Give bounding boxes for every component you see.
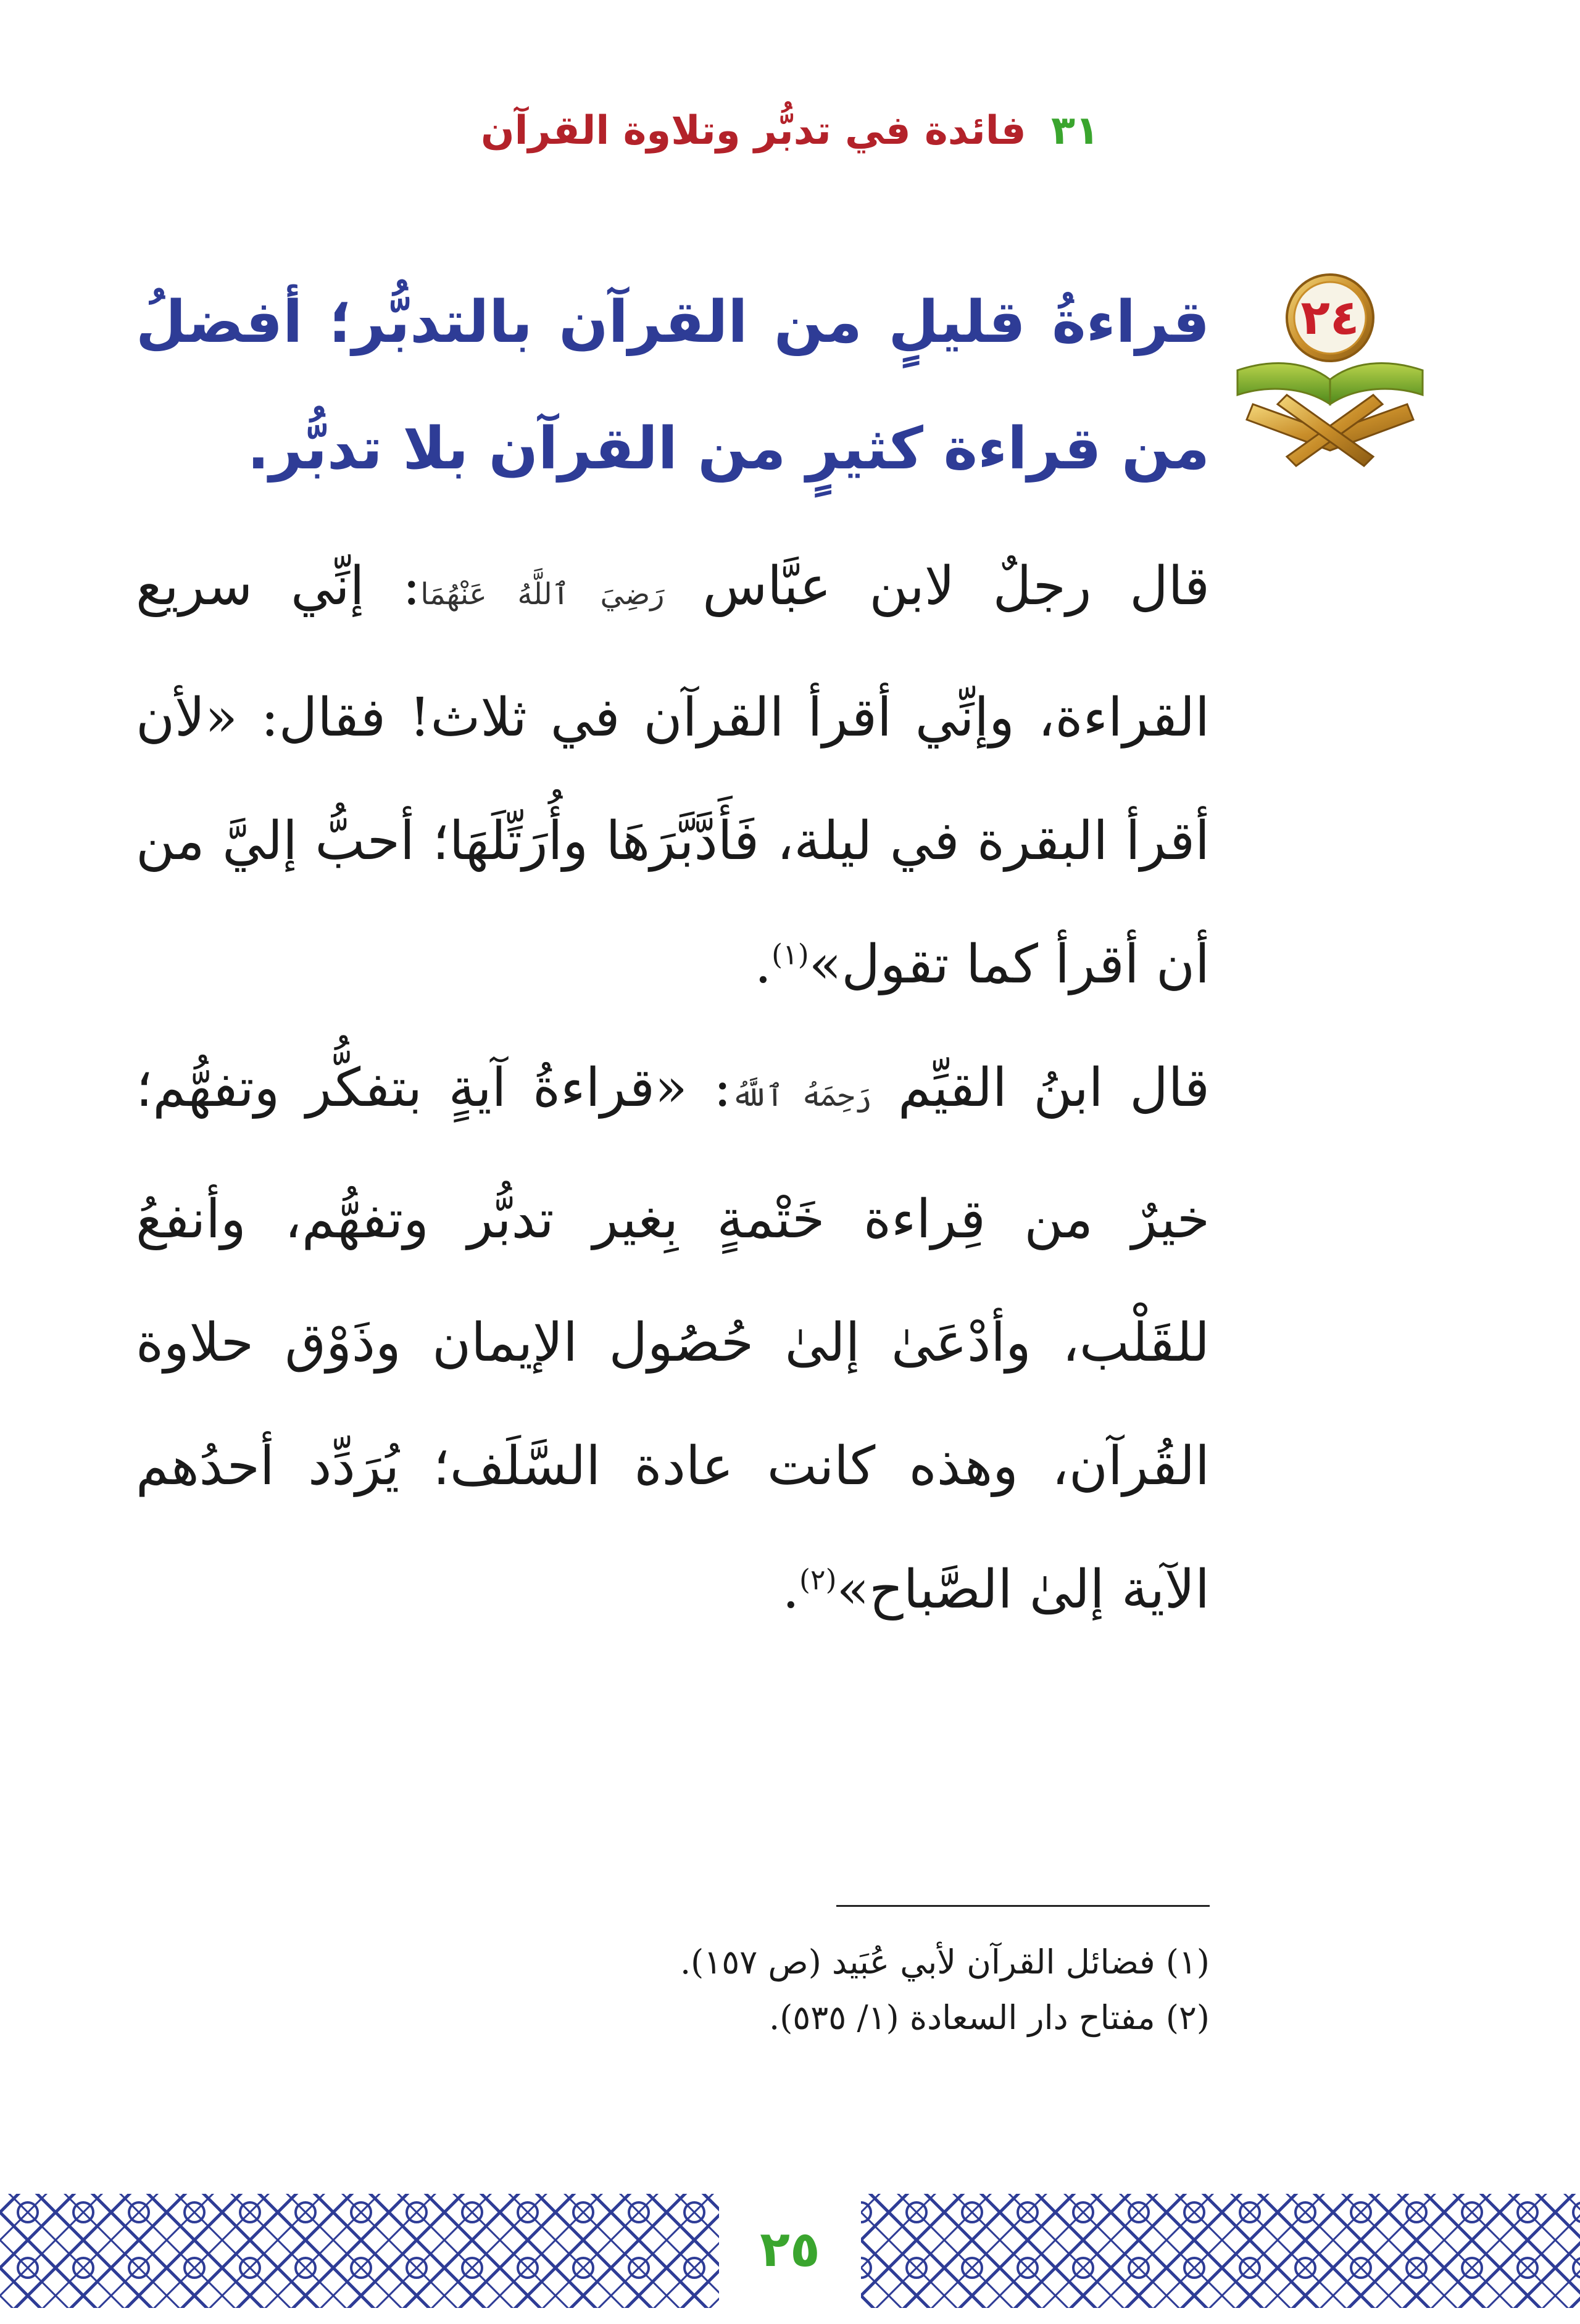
- honorific: رَضِيَ ٱللَّهُ عَنْهُمَا: [420, 577, 665, 612]
- footnote-divider: [836, 1905, 1210, 1907]
- header-title: فائدة في تدبُّر وتلاوة القرآن: [480, 108, 1026, 154]
- footnote-ref: (٢): [799, 1562, 837, 1596]
- running-header: [0, 108, 1580, 154]
- benefit-number: ٢٤: [1300, 290, 1360, 346]
- page-number: ٢٥: [719, 2185, 861, 2314]
- paragraph-end: .: [754, 934, 772, 995]
- paragraph-text: قال ابنُ القيِّم: [871, 1057, 1210, 1119]
- paragraph-text: : إنِّي سريع القراءة، وإنِّي أقرأ القرآن في ثلاث! فقال: «لأن أقرأ البقرة في ليلة، فَأَدَّبَّرَهَا وأُرَتِّلَهَا؛ أحبُّ إليَّ من أن أقرأ كما تقول»: [136, 555, 1210, 995]
- paragraph-ibn-qayyim: [136, 1026, 1210, 1651]
- benefit-heading: قراءةُ قليلٍ من القرآن بالتدبُّر؛ أفضلُ من قراءة كثيرٍ من القرآن بلا تدبُّر.: [136, 289, 1210, 483]
- footnote-1: (١) فضائل القرآن لأبي عُبَيد (ص ١٥٧).: [680, 1943, 1210, 1982]
- paragraph-ibn-abbas: [136, 525, 1210, 1026]
- paragraph-end: .: [782, 1559, 799, 1621]
- footnotes: [136, 1935, 1210, 2046]
- footnote-ref: (١): [771, 937, 809, 971]
- paragraph-text: : «قراءةُ آيةٍ بتفكُّر وتفهُّم؛ خيرٌ من قِراءة خَتْمةٍ بِغير تدبُّر وتفهُّم، وأنفعُ للقَلْب، وأدْعَىٰ إلىٰ حُصُول الإيمان وذَوْق حلاوة القُرآن، وهذه كانت عادة السَّلَف؛ يُرَدِّد أحدُهم الآية إلىٰ الصَّباح»: [136, 1057, 1210, 1621]
- footnote-2: (٢) مفتاح دار السعادة (١/ ٥٣٥).: [769, 1998, 1210, 2037]
- benefit-badge: [1228, 272, 1432, 469]
- header-number: ٣١: [1050, 108, 1100, 154]
- body-text: [136, 525, 1210, 1651]
- honorific: رَحِمَهُ ٱللَّهُ: [731, 1079, 872, 1113]
- paragraph-text: قال رجلٌ لابن عبَّاس: [664, 555, 1210, 617]
